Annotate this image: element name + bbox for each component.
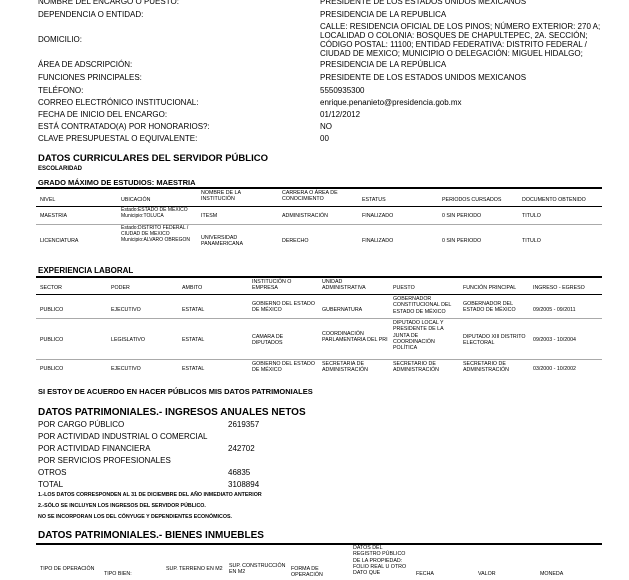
table-cell: 03/2000 - 10/2002 [533,366,577,372]
header-nivel: NIVEL [40,197,56,203]
table-cell: FINALIZADO [362,213,394,219]
table-cell: SECRETARIO DE ADMINISTRACIÓN [393,361,439,374]
table-cell: GOBIERNO DEL ESTADO DE MÉXICO [252,301,315,314]
table-cell: EJECUTIVO [111,307,141,313]
acuerdo-statement: SI ESTOY DE ACUERDO EN HACER PÚBLICOS MIS DATOS PATRIMONIALES [38,387,313,396]
table-cell: LEGISLATIVO [111,337,146,343]
label-area: ÁREA DE ADSCRIPCIÓN: [38,60,133,69]
table-cell: TITULO [522,238,541,244]
header-documento: DOCUMENTO OBTENIDO [522,197,586,203]
table-cell: DIPUTADO LOCAL Y PRESIDENTE DE LA JUNTA DE COORDINACIÓN POLÍTICA [393,320,444,352]
table-cell: TITULO [522,213,541,219]
header-poder: PODER [111,285,130,291]
ingreso-label: TOTAL [38,480,64,489]
header-valor: VALOR [478,571,496,577]
table-cell: ESTATAL [182,307,205,313]
ingresos-note: NO SE INCORPORAN LOS DEL CÓNYUGE Y DEPENDIENTES ECONÓMICOS. [38,514,232,520]
divider [36,318,602,319]
header-registro-publico: DATOS DEL REGISTRO PÚBLICO DE LA PROPIEDAD: FOLIO REAL U OTRO DATO QUE [353,545,407,577]
inmuebles-title: DATOS PATRIMONIALES.- BIENES INMUEBLES [38,530,264,541]
label-domicilio: DOMICILIO: [38,35,83,44]
value-domicilio: CALLE: RESIDENCIA OFICIAL DE LOS PINOS; NÚMERO EXTERIOR: 270 A; LOCALIDAD O COLONIA: BOSQUES DE CHAPULTEPEC, 2A. SECCIÓN; CÓDIGO POSTAL: 11100; ENTIDAD FEDERATIVA: DISTRITO FEDERAL / CIUDAD DE MEXICO; MUNICIPIO O DELEGACIÓN: MIGUEL HIDALGO; [320,22,601,58]
header-ambito: AMBITO [182,285,203,291]
table-cell: PUBLICO [40,337,64,343]
table-cell: GOBIERNO DEL ESTADO DE MÉXICO [252,361,315,374]
header-puesto: PUESTO [393,285,415,291]
label-clave: CLAVE PRESUPUESTAL O EQUIVALENTE: [38,134,198,143]
table-cell: ADMINISTRACIÓN [282,213,328,219]
divider [36,187,602,189]
header-estatus: ESTATUS [362,197,386,203]
header-ingreso-egreso: INGRESO - EGRESO [533,285,585,291]
table-cell: 0 SIN PERIODO [442,213,482,219]
header-ubicacion: UBICACIÓN [121,197,151,203]
table-cell: 09/2005 - 09/2011 [533,307,576,313]
curricular-title: DATOS CURRICULARES DEL SERVIDOR PÚBLICO [38,153,268,164]
header-moneda: MONEDA [540,571,564,577]
label-funciones: FUNCIONES PRINCIPALES: [38,73,142,82]
divider [36,294,602,295]
header-institucion: NOMBRE DE LA INSTITUCIÓN [201,190,241,203]
table-cell: FINALIZADO [362,238,394,244]
header-carrera: CARRERA O ÁREA DE CONOCIMIENTO [282,190,338,203]
ingreso-label: POR ACTIVIDAD FINANCIERA [38,444,151,453]
header-unidad: UNIDAD ADMINISTRATIVA [322,279,366,292]
value-fecha-inicio: 01/12/2012 [320,110,361,119]
value-dependencia: PRESIDENCIA DE LA REPUBLICA [320,10,447,19]
table-cell: SECRETARIA DE ADMINISTRACIÓN [322,361,368,374]
table-cell: ESTATAL [182,366,205,372]
experiencia-title: EXPERIENCIA LABORAL [38,266,134,275]
value-area: PRESIDENCIA DE LA REPÚBLICA [320,60,447,69]
value-puesto: PRESIDENTE DE LOS ESTADOS UNIDOS MEXICANOS [320,0,527,6]
table-cell: ITESM [201,213,218,219]
table-cell: EJECUTIVO [111,366,141,372]
grado-maximo: GRADO MÁXIMO DE ESTUDIOS: MAESTRIA [38,178,196,187]
ingreso-label: POR ACTIVIDAD INDUSTRIAL O COMERCIAL [38,432,208,441]
header-sup-terreno: SUP. TERRENO EN M2 [166,566,223,572]
value-correo: enrique.penanieto@presidencia.gob.mx [320,98,462,107]
label-dependencia: DEPENDENCIA O ENTIDAD: [38,10,144,19]
header-periodos: PERIODOS CURSADOS [442,197,502,203]
table-cell: ESTATAL [182,337,205,343]
table-cell: UNIVERSIDAD PANAMERICANA [201,235,243,248]
header-tipo-bien: TIPO BIEN: [104,571,132,577]
table-cell: COORDINACIÓN PARLAMENTARIA DEL PRI [322,331,388,344]
ingreso-label: OTROS [38,468,67,477]
divider [36,359,602,360]
ingreso-value: 2619357 [228,420,260,429]
header-funcion: FUNCIÓN PRINCIPAL [463,285,517,291]
header-sector: SECTOR [40,285,62,291]
ingreso-value: 242702 [228,444,255,453]
table-cell: Estado:ESTADO DE MEXICO Municipio:TOLUCA [121,207,188,219]
header-sup-construccion: SUP. CONSTRUCCIÓN EN M2 [229,563,286,576]
label-fecha-inicio: FECHA DE INICIO DEL ENCARGO: [38,110,168,119]
ingresos-title: DATOS PATRIMONIALES.- INGRESOS ANUALES NETOS [38,407,306,418]
value-honorarios: NO [320,122,332,131]
table-cell: GUBERNATURA [322,307,363,313]
table-cell: 09/2003 - 10/2004 [533,337,577,343]
table-cell: GOBERNADOR DEL ESTADO DE MÉXICO [463,301,516,314]
table-cell: SECRETARIO DE ADMINISTRACIÓN [463,361,509,374]
table-cell: LICENCIATURA [40,238,79,244]
header-institucion: INSTITUCIÓN O EMPRESA [252,279,292,292]
ingreso-value: 3108894 [228,480,260,489]
table-cell: 0 SIN PERIODO [442,238,482,244]
ingreso-label: POR SERVICIOS PROFESIONALES [38,456,171,465]
ingresos-note: 2.-SÓLO SE INCLUYEN LOS INGRESOS DEL SERVIDOR PÚBLICO. [38,503,206,509]
table-cell: DERECHO [282,238,309,244]
header-fecha: FECHA [416,571,434,577]
escolaridad-label: ESCOLARIDAD [38,166,83,172]
table-cell: DIPUTADO XIII DISTRITO ELECTORAL [463,334,526,347]
table-cell: PUBLICO [40,366,64,372]
header-tipo-operacion: TIPO DE OPERACIÓN [40,566,95,572]
label-honorarios: ESTÁ CONTRATADO(A) POR HONORARIOS?: [38,122,210,131]
divider [36,276,602,278]
table-cell: GOBERNADOR CONSTITUCIONAL DEL ESTADO DE MÉXICO [393,296,452,315]
ingreso-value: 46835 [228,468,251,477]
value-funciones: PRESIDENTE DE LOS ESTADOS UNIDOS MEXICANOS [320,73,527,82]
ingreso-label: POR CARGO PÚBLICO [38,420,125,429]
table-cell: MAESTRIA [40,213,68,219]
divider [36,543,602,545]
header-forma-operacion: FORMA DE OPERACIÓN [291,566,323,579]
value-clave: 00 [320,134,329,143]
table-cell: PUBLICO [40,307,64,313]
table-cell: CAMARA DE DIPUTADOS [252,334,284,347]
table-cell: Estado:DISTRITO FEDERAL / CIUDAD DE MEXICO Municipio:ALVARO OBREGON [121,225,191,243]
label-telefono: TELÉFONO: [38,86,84,95]
label-puesto: NOMBRE DEL ENCARGO O PUESTO: [38,0,179,6]
value-telefono: 5550935300 [320,86,365,95]
ingresos-note: 1.-LOS DATOS CORRESPONDEN AL 31 DE DICIEMBRE DEL AÑO INMEDIATO ANTERIOR [38,492,262,498]
label-correo: CORREO ELECTRÓNICO INSTITUCIONAL: [38,98,199,107]
